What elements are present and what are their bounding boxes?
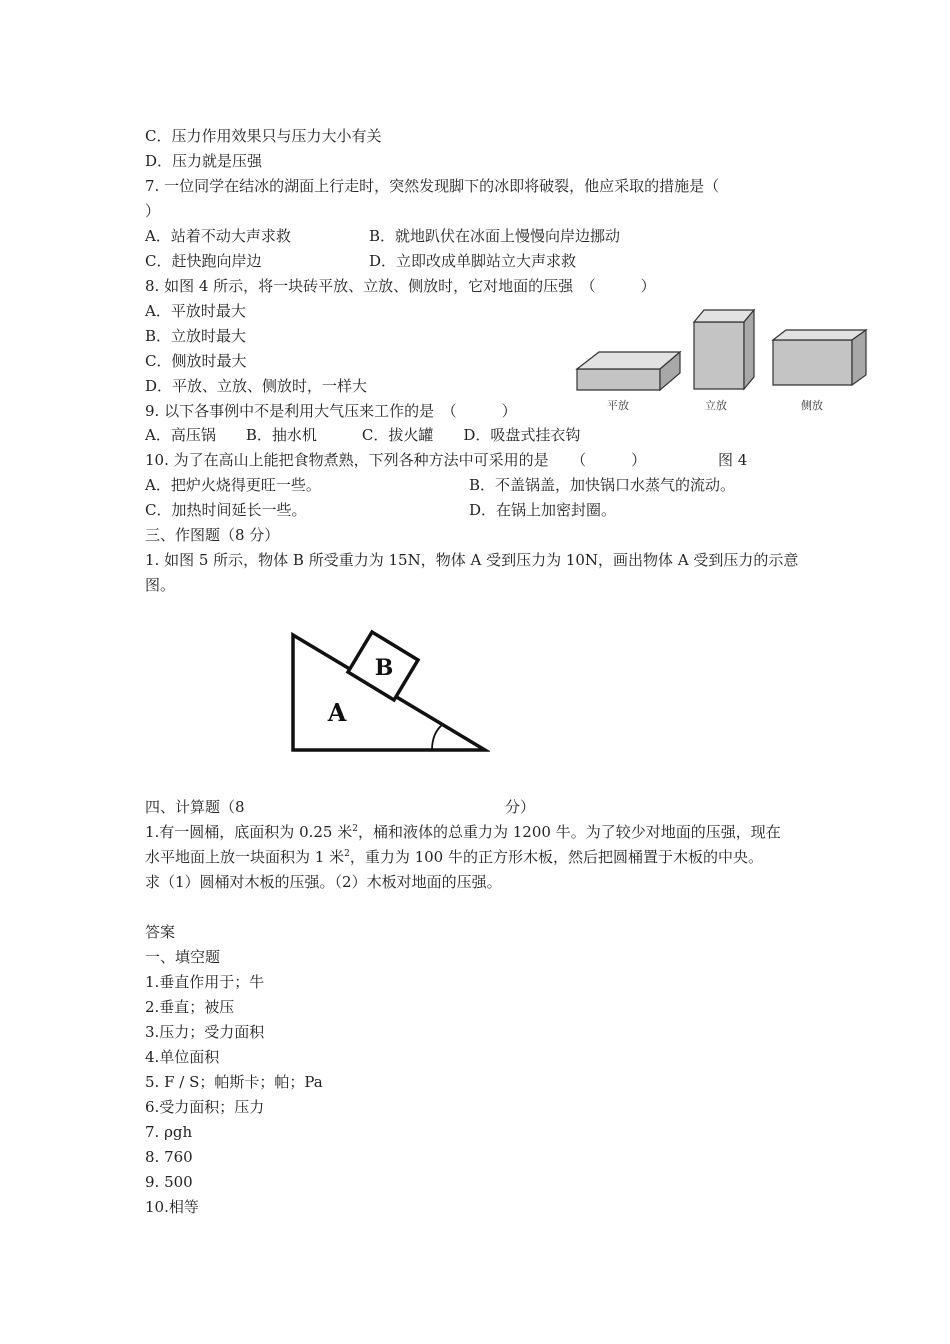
figure-5-incline	[285, 625, 490, 760]
answers-title: 答案	[145, 923, 176, 941]
answer-item: 4.单位面积	[145, 1048, 220, 1066]
answer-item: 10.相等	[145, 1198, 199, 1216]
answer-item: 6.受力面积；压力	[145, 1098, 265, 1116]
q7-stem: 7. 一位同学在结冰的湖面上行走时，突然发现脚下的冰即将破裂，他应采取的措施是（	[145, 177, 720, 195]
q9-options: A．高压锅 B．抽水机 C．拔火罐 D．吸盘式挂衣钩	[145, 426, 581, 444]
section-4-q1-line3: 求（1）圆桶对木板的压强。（2）木板对地面的压强。	[145, 873, 502, 891]
q7-option-c: C．赶快跑向岸边	[145, 252, 262, 270]
label-flat: 平放	[607, 399, 629, 412]
label-a: A	[327, 698, 347, 727]
answer-item: 2.垂直；被压	[145, 998, 235, 1016]
brick-upright	[694, 310, 754, 389]
figure-4-caption: 图 4	[718, 451, 748, 469]
q10-option-c: C．加热时间延长一些。	[145, 501, 307, 519]
q8-option-a: A．平放时最大	[145, 302, 246, 320]
section-3-title: 三、作图题（8 分）	[145, 526, 280, 544]
section-3-q1-line1: 1. 如图 5 所示，物体 B 所受重力为 15N，物体 A 受到压力为 10N，画出物体 A 受到压力的示意	[145, 551, 799, 569]
section-4-q1-line1: 1.有一圆桶，底面积为 0.25 米$^2$，桶和液体的总重力为 1200 牛。为了较少对地面的压强，现在	[145, 823, 781, 841]
brick-side	[773, 330, 866, 385]
figure-4-bricks	[572, 305, 876, 417]
section-3-q1-line2: 图。	[145, 576, 176, 594]
section-4-title-end: 分）	[505, 798, 536, 816]
q9-stem: 9. 以下各事例中不是利用大气压来工作的是 （ ）	[145, 402, 517, 420]
answer-item: 3.压力；受力面积	[145, 1023, 265, 1041]
section-4-q1-line2: 水平地面上放一块面积为 1 米$^2$，重力为 100 牛的正方形木板，然后把圆桶置于木板的中央。	[145, 848, 763, 866]
q10-option-b: B．不盖锅盖，加快锅口水蒸气的流动。	[469, 476, 736, 494]
section-4-title: 四、计算题（8	[145, 798, 245, 816]
answer-item: 1.垂直作用于；牛	[145, 973, 265, 991]
answer-item: 9. 500	[145, 1173, 193, 1191]
answer-item: 8. 760	[145, 1148, 193, 1166]
q10-option-d: D．在锅上加密封圈。	[469, 501, 617, 519]
q6-option-c: C．压力作用效果只与压力大小有关	[145, 127, 382, 145]
q10-option-a: A．把炉火烧得更旺一些。	[145, 476, 321, 494]
answer-item: 5. F / S；帕斯卡；帕；Pa	[145, 1073, 323, 1091]
q6-option-d: D．压力就是压强	[145, 152, 263, 170]
label-upright: 立放	[705, 399, 727, 412]
q8-stem: 8. 如图 4 所示，将一块砖平放、立放、侧放时，它对地面的压强 （ ）	[145, 277, 656, 295]
angle-arc	[432, 724, 443, 750]
q7-option-a: A．站着不动大声求救	[145, 227, 291, 245]
answers-section-1: 一、填空题	[145, 948, 221, 966]
label-b: B	[374, 655, 394, 681]
q7-option-b: B．就地趴伏在冰面上慢慢向岸边挪动	[369, 227, 621, 245]
brick-flat	[577, 352, 680, 390]
q7-option-d: D．立即改成单脚站立大声求救	[369, 252, 577, 270]
answer-item: 7. ρgh	[145, 1123, 193, 1141]
label-side: 侧放	[801, 399, 823, 412]
q8-option-c: C．侧放时最大	[145, 352, 247, 370]
q7-stem-cont: ）	[145, 202, 161, 220]
q8-option-b: B．立放时最大	[145, 327, 247, 345]
q10-stem: 10. 为了在高山上能把食物煮熟，下列各种方法中可采用的是 （ ）	[145, 451, 647, 469]
q8-option-d: D．平放、立放、侧放时，一样大	[145, 377, 368, 395]
